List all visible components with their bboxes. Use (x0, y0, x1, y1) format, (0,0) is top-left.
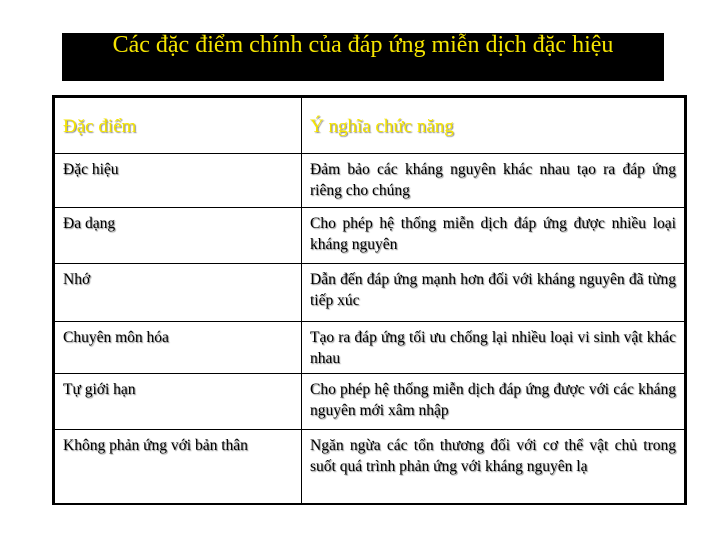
feature-cell: Nhớ (55, 264, 302, 322)
table-row (55, 154, 685, 208)
table-row (55, 208, 685, 264)
features-table (54, 97, 685, 504)
header-meaning: Ý nghĩa chức năng (302, 98, 685, 154)
meaning-cell: Ngăn ngừa các tổn thương đối với cơ thể vật chủ trong suốt quá trình phản ứng với kháng nguyên lạ (302, 430, 685, 504)
table-header-row (55, 98, 685, 154)
meaning-cell: Dẫn đến đáp ứng mạnh hơn đối với kháng nguyên đã từng tiếp xúc (302, 264, 685, 322)
slide-title-bar (62, 33, 664, 81)
table-row (55, 430, 685, 504)
features-table-container (52, 95, 687, 505)
feature-cell: Chuyên môn hóa (55, 322, 302, 374)
meaning-cell: Cho phép hệ thống miễn dịch đáp ứng được với các kháng nguyên mới xâm nhập (302, 374, 685, 430)
header-feature: Đặc điểm (55, 98, 302, 154)
table-row (55, 322, 685, 374)
table-row (55, 374, 685, 430)
slide-title: Các đặc điểm chính của đáp ứng miễn dịch đặc hiệu (112, 32, 614, 58)
meaning-cell: Đảm bảo các kháng nguyên khác nhau tạo ra đáp ứng riêng cho chúng (302, 154, 685, 208)
feature-cell: Tự giới hạn (55, 374, 302, 430)
meaning-cell: Tạo ra đáp ứng tối ưu chống lại nhiều loại vi sinh vật khác nhau (302, 322, 685, 374)
table-row (55, 264, 685, 322)
feature-cell: Không phản ứng với bản thân (55, 430, 302, 504)
feature-cell: Đặc hiệu (55, 154, 302, 208)
meaning-cell: Cho phép hệ thống miễn dịch đáp ứng được nhiều loại kháng nguyên (302, 208, 685, 264)
feature-cell: Đa dạng (55, 208, 302, 264)
